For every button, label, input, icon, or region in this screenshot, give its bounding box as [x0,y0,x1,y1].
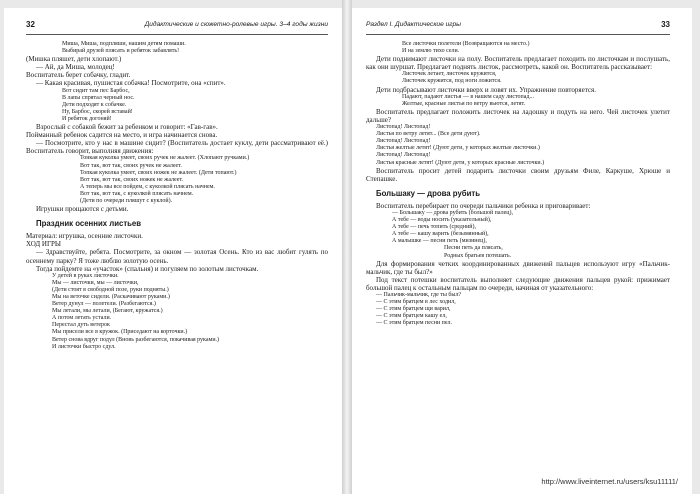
verse-line: Мы — листочки, мы — листочки, [52,279,139,286]
verse-line: — С этим братцем в лес ходил, [376,299,456,306]
running-head: Раздел I. Дидактические игры [366,21,462,28]
paragraph: Для формирования четких координированных движений пальцев используют игру «Пальчик-мальчик, где ты был?» [366,259,670,276]
book-spine [342,0,352,494]
section-title: Праздник осенних листьев [36,219,142,229]
verse-line: (Дети по очереди пляшут с куклой). [80,197,173,204]
verse-line: А малышке — песни петь (мизинец), [392,238,487,245]
verse-line: Топкая куколка умеет, своих ножек не жалеет. (Дети топают.) [80,169,237,176]
verse-line: Тонкая куколка умеет, своих ручек не жалеет. (Хлопают ручками.) [80,155,250,162]
right-page [352,8,692,494]
paragraph: Игрушки прощаются с детьми. [36,205,129,214]
paragraph: (Мишка пляшет, дети хлопают.) [26,55,122,64]
paragraph: Дети поднимают листочки на полу. Воспитатель предлагает походить по листочкам и послушать, как они шуршат. Предлагает поднять листок, рассмотреть, какой он. Воспитатель рассказывает: [366,55,670,72]
verse-line: А теперь мы все пойдем, с куколкой плясать начнем. [80,183,215,190]
verse-line: — С этим братцем кашу ел, [376,313,447,320]
verse-line: А тебе — воды носить (указательный), [392,217,492,224]
verse-line: Листопад! Листопад! [376,124,431,131]
verse-line: — С этим братцем песни пел. [376,320,453,327]
section-title: Большаку — дрова рубить [376,188,481,198]
verse-line: Листья по ветру летят... (Все дети дуют). [376,131,481,138]
verse-line: Листья красные летят! (Дуют дети, у которых красные листочки.) [376,159,545,166]
verse-line: А тебе — кашу варить (безымянный), [392,231,489,238]
paragraph: Под текст потешки воспитатель выполняет следующие движения пальцев рукой: прижимает большой палец к остальным пальцам по очереди, начиная от указательного: [366,275,670,292]
paragraph: Пойманный ребенок садится на место, и игра начинается снова. [26,131,218,140]
verse-line: А тебе — печь топить (средний), [392,224,476,231]
verse-line: Дети подходят к собачке. [62,101,127,108]
paragraph: Воспитатель перебирает по очереди пальчики ребенка и приговаривает: [376,201,591,210]
right-page-header [366,20,670,35]
verse-line: Падают, падают листья — в нашем саду листопад... [402,93,534,100]
right-page-text [366,41,670,327]
verse-line: Листочек кружится, под ноги ложится. [402,78,502,85]
verse-line: Листочек летает, листочек кружится, [402,71,497,78]
paragraph: Дети подбрасывают листочки вверх и ловят их. Упражнение повторяется. [376,85,596,94]
left-page-text [26,41,328,351]
verse-line: И на землю тихо сели. [402,48,460,55]
paragraph: — Какая красивая, пушистая собачка! Посмотрите, она «спит». [36,79,226,88]
paragraph: Воспитатель предлагает положить листочек на ладошку и подуть на него. Чей листочек улетит дальше? [366,107,670,124]
paragraph: Воспитатель просит детей подарить листочки своим друзьям Филе, Каркуше, Хрюше и Степашке. [366,166,670,183]
verse-line: Вот так, вот так, с куколкой плясать начнем. [80,190,194,197]
verse-line: Все листочки полетели (Возвращаются на место.) [402,41,530,47]
verse-line: Ветер снова вдруг подул (Вновь разбегаются, покачивая руками.) [52,336,220,343]
verse-line: Мы присели все в кружок. (Приседают на корточки.) [52,329,188,336]
paragraph: — Здравствуйте, ребята. Посмотрите, за окном — золотая Осень. Кто из вас любит гулять по осеннему парку? Я тоже люблю золотую осень. [26,248,328,265]
verse-line: Родных братьев потешать. [444,252,512,259]
paragraph: — Ай, да Миша, молодец! [36,63,115,72]
verse-line: У детей в руках листочки. [52,272,119,279]
verse-line: В лапы спрятал черный нос. [62,94,135,101]
paragraph: Взрослый с собакой бежит за ребенком и говорит: «Гав-гав». [36,123,218,132]
verse-line: Листопад! Листопад! [376,138,431,145]
paragraph: — Посмотрите, кто у нас в машине сидит? (Воспитатель достает куклу, дети рассматривают её.) Воспитатель говорит, выполняя движения: [26,139,328,156]
verse-line: Листопад! Листопад! [376,152,431,159]
source-watermark: http://www.liveinternet.ru/users/ksu11111/ [541,477,678,486]
verse-line: Мы на веточке сидели. (Раскачивают руками.) [52,294,170,300]
verse-line: Вот так, вот так, своих ножек не жалеет. [80,176,184,183]
verse-line: Миша, Миша, подпляши, нашим детям помаши. [62,41,186,47]
verse-line: Мы летали, мы летали, (Бегают, кружатся.) [52,308,163,315]
left-page-header [26,20,328,35]
verse-line: Выбирай друзей плясать и ребяток забавлять! [62,48,180,55]
verse-line: — Большаку — дрова рубить (большой палец), [392,209,513,216]
verse-line: И листочки быстро сдул. [52,343,116,350]
verse-line: Песни петь да плясать, [444,245,503,252]
verse-line: Ну, Барбос, скорей вставай! [62,108,133,115]
verse-line: Вот так, вот так, своих ручек не жалеет. [80,162,182,169]
running-head: Дидактические и сюжетно-ролевые игры. 3–4 годы жизни [144,21,328,28]
page-number: 32 [26,20,35,29]
page-number: 33 [661,20,670,29]
left-page [4,8,342,494]
paragraph: Воспитатель берет собачку, гладит. [26,71,131,80]
verse-line: А потом летать устали. [52,315,112,322]
verse-line: Листья желтые летят! (Дуют дети, у которых желтые листочки.) [376,145,540,152]
subheading: Материал: игрушка, осенние листочки. [26,232,143,241]
paragraph: Тогда пойдемте на «участок» (спальня) и погуляем по золотым листочкам. [36,264,259,273]
verse-line: Желтые, красные листья по ветру вьются, летят. [402,100,526,107]
verse-line: Перестал дуть ветерок [52,322,110,329]
verse-line: — С этим братцем щи варил, [376,306,451,313]
verse-line: Ветер дунул — полетели. (Разбегаются.) [52,301,156,308]
verse-line: Вот сидит там пес Барбос, [62,87,130,94]
verse-line: И ребяток догоняй! [62,115,112,122]
subheading: ХОД ИГРЫ [26,240,62,249]
verse-line: (Дети стоят в свободной позе, руки подняты.) [52,286,169,293]
verse-line: — Пальчик-мальчик, где ты был? [376,292,462,298]
